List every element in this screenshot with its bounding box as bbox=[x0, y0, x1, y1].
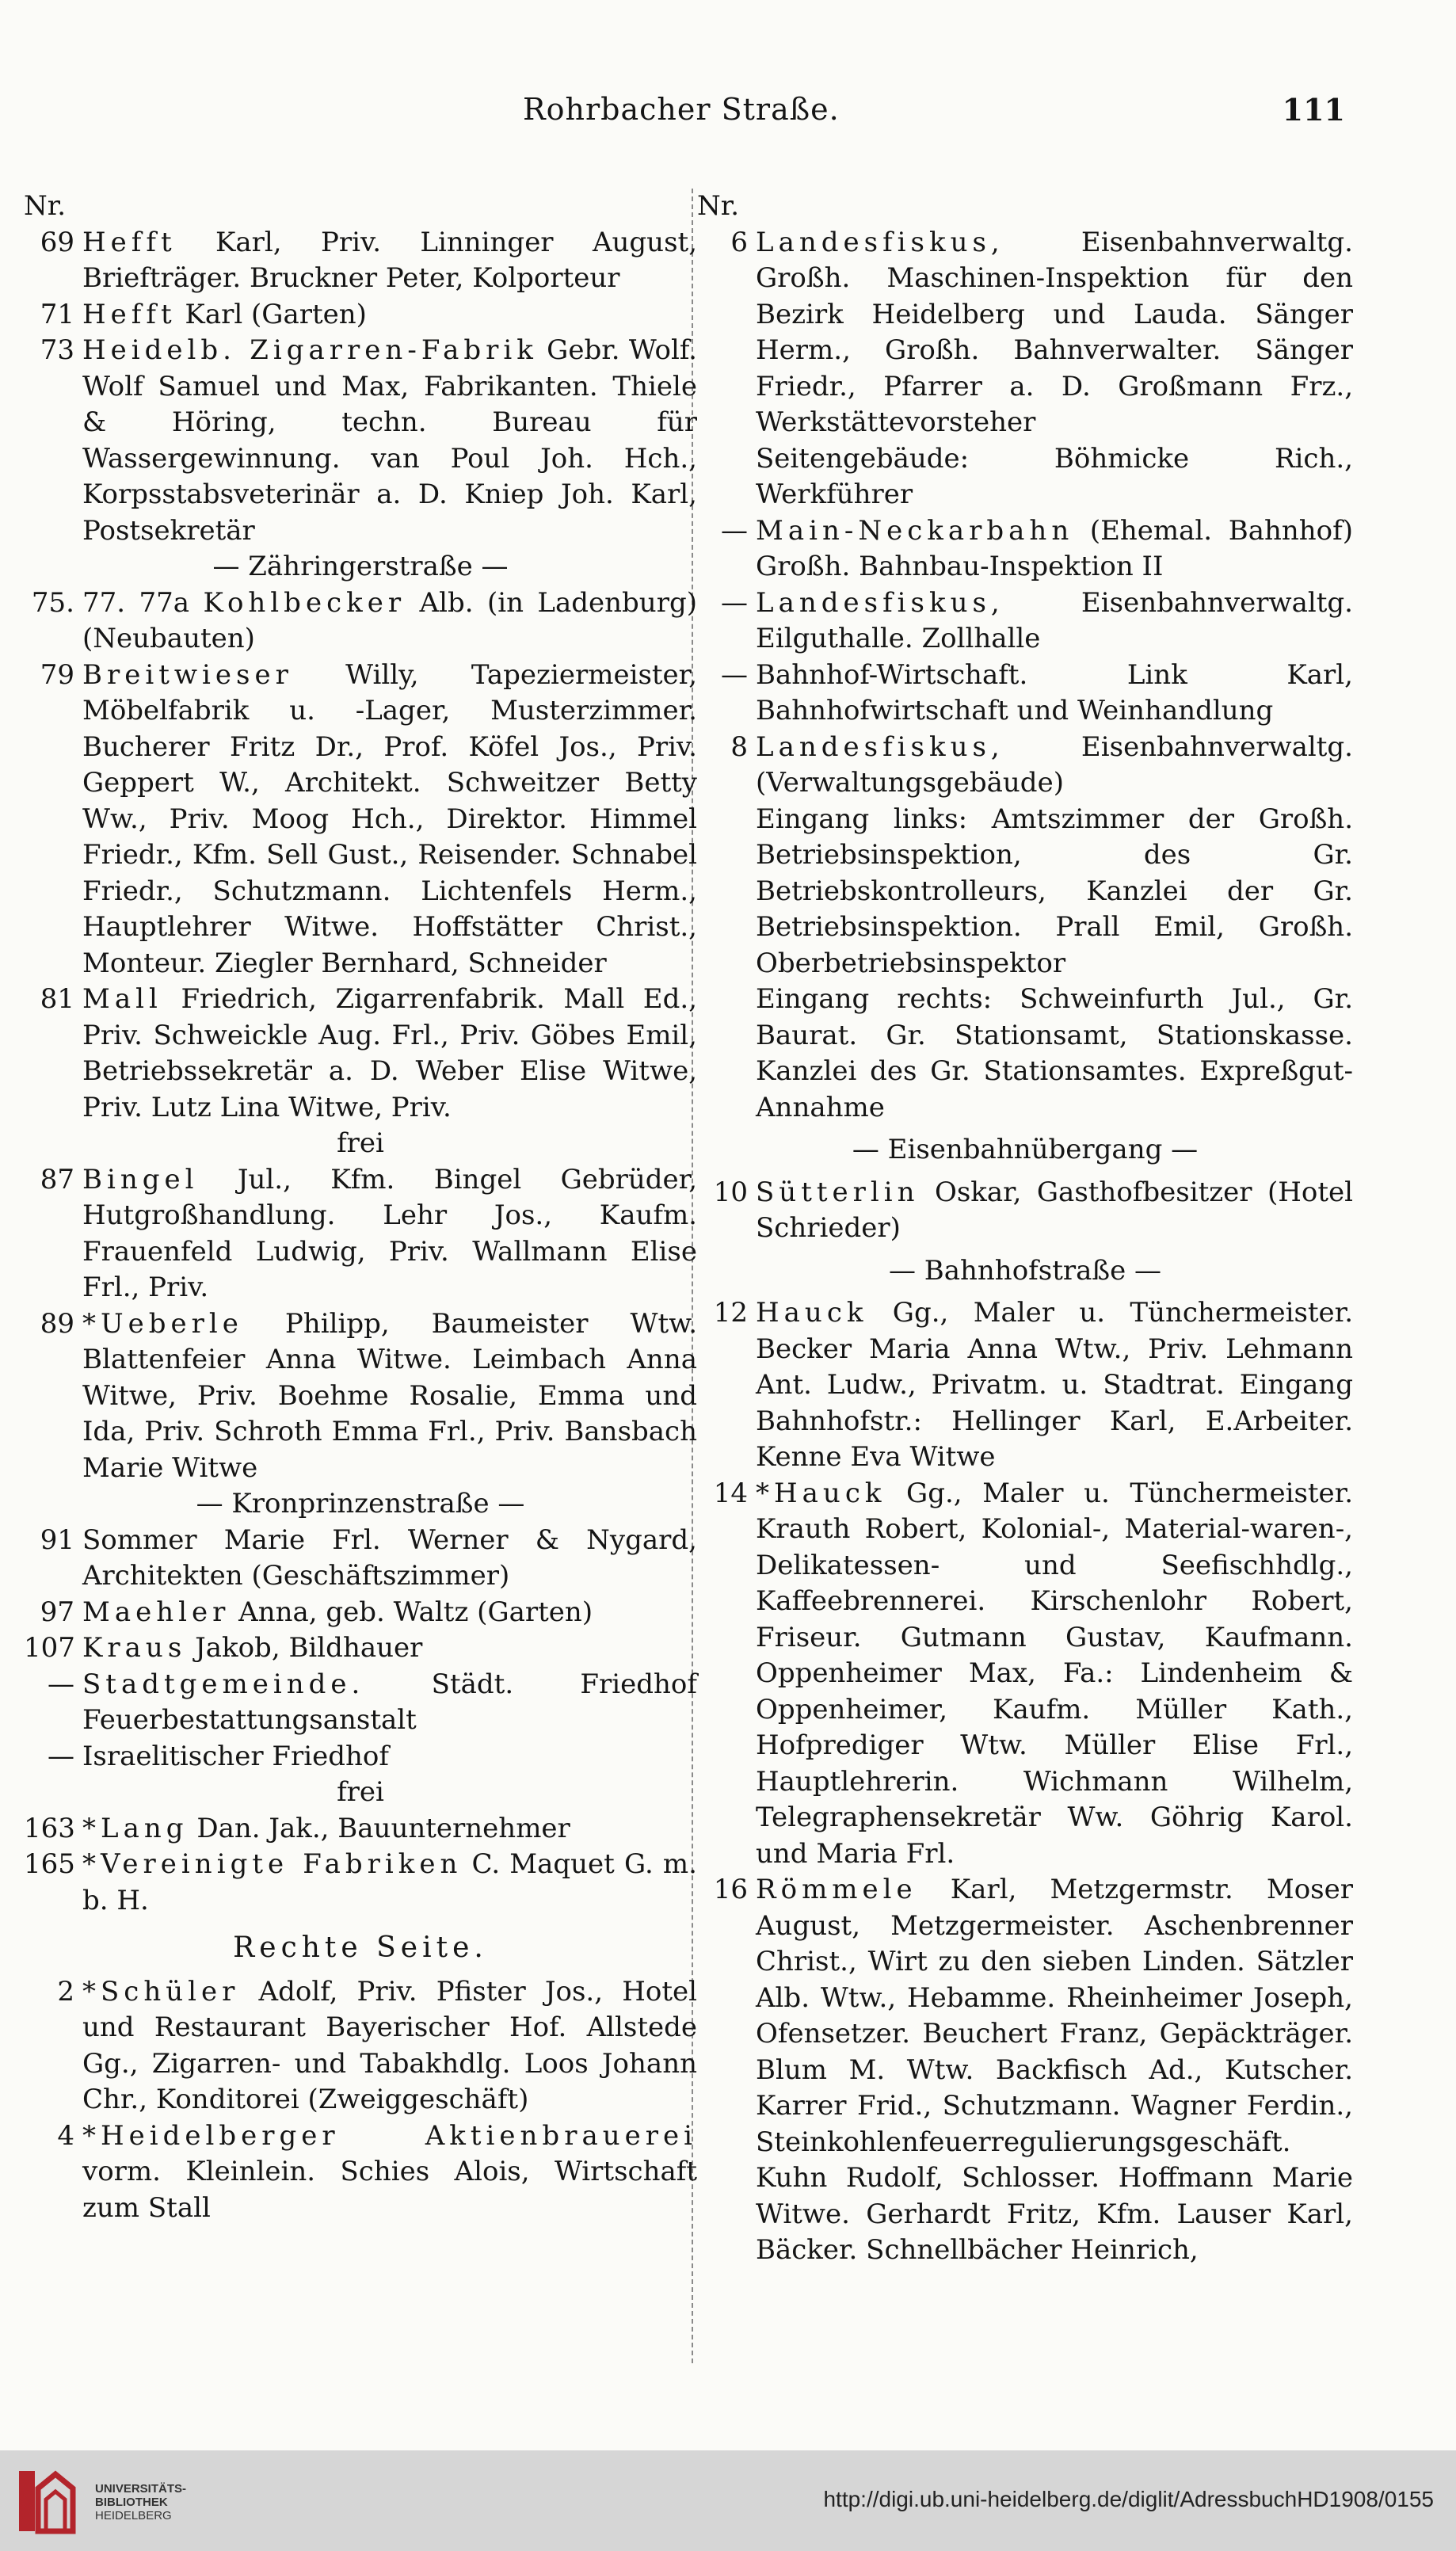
entry-name: Kraus bbox=[82, 1632, 187, 1664]
entry-text: Bahnhof-Wirtschaft. Link Karl, Bahnhofwirtschaft und Weinhandlung bbox=[756, 658, 1353, 726]
entry-name: Landesfiskus, bbox=[756, 730, 1004, 763]
list-item bbox=[697, 1476, 1353, 1873]
sub-entry: Eingang rechts: Schweinfurth Jul., Gr. Baurat. Gr. Stationsamt, Stationskasse. Kanzlei des Gr. Stationsamtes. Expreßgut-Annahme bbox=[756, 983, 1353, 1123]
sub-entry: Eingang links: Amtszimmer der Großh. Betriebsinspektion, des Gr. Betriebskontrolleurs, Kanzlei der Gr. Betriebsinspektion. Prall Emil, Großh. Oberbetriebsinspektor bbox=[756, 803, 1353, 979]
entry-text: Israelitischer Friedhof bbox=[82, 1740, 389, 1772]
entry-name: Bingel bbox=[82, 1163, 199, 1195]
entry-name: Stadtgemeinde. bbox=[82, 1668, 365, 1700]
house-number: 71 bbox=[40, 298, 74, 330]
entry-text: Eisenbahnverwaltg. Großh. Maschinen-Inspektion für den Bezirk Heidelberg und Lauda. Sänger Herm., Großh. Bahnverwalter. Sänger Friedr., Pfarrer a. D. Großmann Frz., Werkstättevorsteher bbox=[756, 226, 1353, 438]
entry-name: Landesfiskus, bbox=[756, 226, 1004, 258]
entry-name: *Hauck bbox=[756, 1477, 886, 1509]
list-item bbox=[24, 585, 697, 658]
entry-name: Kohlbecker bbox=[203, 586, 406, 619]
entry-name: Sütterlin bbox=[756, 1176, 920, 1208]
right-column bbox=[697, 189, 1353, 2269]
house-number: 89 bbox=[40, 1307, 74, 1340]
cross-street: — Kronprinzenstraße — bbox=[196, 1488, 525, 1520]
list-item bbox=[24, 1523, 697, 1595]
house-number: 10 bbox=[713, 1176, 748, 1208]
logo-line: HEIDELBERG bbox=[95, 2509, 172, 2522]
sub-entry: Seitengebäude: Böhmicke Rich., Werkführer bbox=[756, 442, 1353, 510]
section-heading: Rechte Seite. bbox=[233, 1931, 488, 1964]
entry-text: Anna, geb. Waltz (Garten) bbox=[230, 1596, 593, 1628]
entry-text: Eisenbahnverwaltg. (Verwaltungsgebäude) bbox=[756, 730, 1353, 799]
list-item bbox=[24, 1306, 697, 1487]
house-number: — bbox=[48, 1740, 74, 1772]
page-number: 111 bbox=[1282, 92, 1345, 128]
entry-text: Eisenbahnverwaltg. Eilguthalle. Zollhalle bbox=[756, 586, 1353, 654]
entry-text: Karl, Metzgermstr. Moser August, Metzgermeister. Aschenbrenner Christ., Wirt zu den sieben Linden. Sätzler Alb. Wtw., Hebamme. Rheinheimer Joseph, Ofensetzer. Beuchert Franz, Gepäckträger. Blum M. Wtw. Backfisch Ad., Kutscher. Karrer Frid., Schutzmann. Wagner Ferdin., Steinkohlenfeuerregulierungsgeschäft. Kuhn Rudolf, Schlosser. Hoffmann Marie Witwe. Gerhardt Fritz, Kfm. Lauser Karl, Bäcker. Schnellbächer Heinrich, bbox=[756, 1874, 1353, 2266]
list-item bbox=[24, 658, 697, 982]
logo-line: BIBLIOTHEK bbox=[95, 2496, 168, 2509]
house-number: — bbox=[721, 658, 748, 691]
entry-text: (Ehemal. Bahnhof) Großh. Bahnbau-Inspektion II bbox=[756, 514, 1353, 582]
house-number: 107 bbox=[24, 1632, 75, 1664]
library-logo-text bbox=[95, 2482, 186, 2522]
entry-text: Sommer Marie Frl. Werner & Nygard, Architekten (Geschäftszimmer) bbox=[82, 1523, 697, 1592]
cross-street: — Bahnhofstraße — bbox=[888, 1254, 1162, 1287]
list-item bbox=[24, 225, 697, 297]
house-number: 16 bbox=[713, 1874, 748, 1905]
list-item bbox=[697, 730, 1353, 802]
entry-text: Gg., Maler u. Tünchermeister. Becker Maria Anna Wtw., Priv. Lehmann Ant. Ludw., Privatm. u. Stadtrat. Eingang Bahnhofstr.: Hellinger Karl, E.Arbeiter. Kenne Eva Witwe bbox=[756, 1297, 1353, 1473]
house-number: — bbox=[48, 1668, 74, 1700]
house-number: 73 bbox=[40, 334, 74, 366]
list-item bbox=[697, 513, 1353, 585]
house-number: 75. bbox=[31, 586, 74, 619]
entry-text: Friedrich, Zigarrenfabrik. Mall Ed., Priv. Schweickle Aug. Frl., Priv. Göbes Emil, Betriebssekretär a. D. Weber Elise Witwe, Priv. Lutz Lina Witwe, Priv. bbox=[82, 983, 697, 1123]
entry-name: Römmele bbox=[756, 1874, 917, 1905]
house-number: 12 bbox=[713, 1297, 748, 1329]
house-number: 6 bbox=[730, 226, 748, 258]
list-item bbox=[24, 1595, 697, 1631]
list-item bbox=[697, 1295, 1353, 1476]
list-item bbox=[24, 1974, 697, 2118]
house-number: 97 bbox=[40, 1596, 74, 1628]
list-item bbox=[24, 333, 697, 549]
entry-text: Jakob, Bildhauer bbox=[186, 1632, 423, 1664]
house-number: 81 bbox=[40, 983, 74, 1015]
entry-text: Jul., Kfm. Bingel Gebrüder, Hutgroßhandlung. Lehr Jos., Kaufm. Frauenfeld Ludwig, Priv. Wallmann Elise Frl., Priv. bbox=[82, 1163, 697, 1303]
entry-text: Gg., Maler u. Tünchermeister. Krauth Robert, Kolonial-, Material-waren-, Delikatessen- und Seefischhdlg., Kaffeebrennerei. Kirschenlohr Robert, Friseur. Gutmann Gustav, Kaufmann. Oppenheimer Max, Fa.: Lindenheim & Oppenheimer, Kaufm. Müller Kath., Hofprediger Wtw. Müller Elise Frl., Hauptlehrerin. Wichmann Wilhelm, Telegraphensekretär Ww. Göhrig Karol. und Maria Frl. bbox=[756, 1477, 1353, 1870]
vacant-label: frei bbox=[337, 1776, 384, 1808]
entry-name: Maehler bbox=[82, 1596, 231, 1628]
entry-text: Alb. (in Ladenburg) (Neubauten) bbox=[82, 586, 697, 654]
entry-name: *Heidelberger Aktienbrauerei bbox=[82, 2119, 697, 2152]
house-number: 165 bbox=[24, 1848, 75, 1880]
house-number: 87 bbox=[40, 1163, 74, 1195]
source-url-link[interactable]: http://digi.ub.uni-heidelberg.de/diglit/AdressbuchHD1908/0155 bbox=[823, 2487, 1434, 2511]
page-title: Rohrbacher Straße. bbox=[523, 92, 840, 127]
cross-street: — Eisenbahnübergang — bbox=[852, 1134, 1199, 1165]
entry-text: 77. 77a bbox=[82, 586, 204, 619]
entry-text: Karl, Priv. Linninger August, Briefträger. Bruckner Peter, Kolporteur bbox=[82, 226, 697, 294]
list-item bbox=[697, 225, 1353, 441]
house-number: 14 bbox=[713, 1477, 748, 1509]
house-number: 91 bbox=[40, 1523, 74, 1556]
nr-label: Nr. bbox=[697, 190, 740, 222]
entry-text: Dan. Jak., Bauunternehmer bbox=[188, 1812, 570, 1844]
entry-name: *Ueberle bbox=[82, 1307, 243, 1340]
entry-text: Oskar, Gasthofbesitzer (Hotel Schrieder) bbox=[756, 1176, 1353, 1244]
footer-bar bbox=[0, 2450, 1456, 2551]
entry-name: Hefft bbox=[82, 298, 177, 330]
list-item bbox=[24, 1667, 697, 1739]
list-item bbox=[24, 297, 697, 334]
university-seal-icon bbox=[14, 2465, 86, 2538]
left-column bbox=[24, 189, 697, 2226]
vacant-label: frei bbox=[337, 1127, 384, 1159]
entry-text: C. Maquet G. m. b. H. bbox=[82, 1848, 697, 1916]
entry-name: Heidelb. Zigarren-Fabrik bbox=[82, 334, 538, 366]
entry-text: Gebr. Wolf. Wolf Samuel und Max, Fabrikanten. Thiele & Höring, techn. Bureau für Wassergewinnung. van Poul Joh. Hch., Korpsstabsveterinär a. D. Kniep Joh. Karl, Postsekretär bbox=[82, 334, 697, 547]
house-number: — bbox=[721, 586, 748, 619]
entry-name: *Lang bbox=[82, 1812, 189, 1844]
entry-text: Karl (Garten) bbox=[176, 298, 367, 330]
list-item bbox=[24, 1739, 697, 1775]
house-number: 163 bbox=[24, 1812, 75, 1844]
entry-name: Mall bbox=[82, 983, 162, 1015]
list-item bbox=[697, 1175, 1353, 1247]
entry-name: Breitwieser bbox=[82, 658, 293, 691]
house-number: — bbox=[721, 514, 748, 547]
list-item bbox=[697, 658, 1353, 730]
house-number: 4 bbox=[57, 2119, 74, 2152]
list-item bbox=[697, 1872, 1353, 2269]
list-item bbox=[24, 1630, 697, 1667]
cross-street: — Zähringerstraße — bbox=[212, 551, 509, 582]
entry-name: Hefft bbox=[82, 226, 177, 258]
list-item bbox=[24, 1847, 697, 1919]
house-number: 79 bbox=[40, 658, 74, 691]
entry-name: *Schüler bbox=[82, 1975, 240, 2008]
page-header bbox=[0, 92, 1456, 139]
list-item bbox=[24, 2118, 697, 2227]
entry-name: Hauck bbox=[756, 1297, 868, 1329]
list-item bbox=[24, 1811, 697, 1847]
entry-text: Philipp, Baumeister Wtw. Blattenfeier Anna Witwe. Leimbach Anna Witwe, Priv. Boehme Rosalie, Emma und Ida, Priv. Schroth Emma Frl., Priv. Bansbach Marie Witwe bbox=[82, 1307, 697, 1484]
nr-label: Nr. bbox=[24, 190, 67, 222]
list-item bbox=[24, 982, 697, 1126]
list-item bbox=[697, 585, 1353, 658]
house-number: 2 bbox=[57, 1975, 74, 2008]
house-number: 8 bbox=[730, 730, 748, 763]
entry-text: Städt. Friedhof Feuerbestattungsanstalt bbox=[82, 1668, 697, 1736]
entry-text: Adolf, Priv. Pfister Jos., Hotel und Restaurant Bayerischer Hof. Allstede Gg., Zigarren- und Tabakhdlg. Loos Johann Chr., Konditorei (Zweiggeschäft) bbox=[82, 1975, 697, 2115]
logo-line: UNIVERSITÄTS- bbox=[95, 2482, 187, 2496]
entry-name: *Vereinigte Fabriken bbox=[82, 1848, 463, 1880]
entry-text: Willy, Tapeziermeister, Möbelfabrik u. -Lager, Musterzimmer. Bucherer Fritz Dr., Prof. Köfel Jos., Priv. Geppert W., Architekt. Schweitzer Betty Ww., Priv. Moog Hch., Direktor. Himmel Friedr., Kfm. Sell Gust., Reisender. Schnabel Friedr., Schutzmann. Lichtenfels Herm., Hauptlehrer Witwe. Hoffstätter Christ., Monteur. Ziegler Bernhard, Schneider bbox=[82, 658, 697, 979]
entry-name: Landesfiskus, bbox=[756, 586, 1004, 619]
house-number: 69 bbox=[40, 226, 74, 258]
entry-name: Main-Neckarbahn bbox=[756, 514, 1074, 547]
entry-text: vorm. Kleinlein. Schies Alois, Wirtschaft zum Stall bbox=[82, 2156, 697, 2224]
list-item bbox=[24, 1162, 697, 1306]
